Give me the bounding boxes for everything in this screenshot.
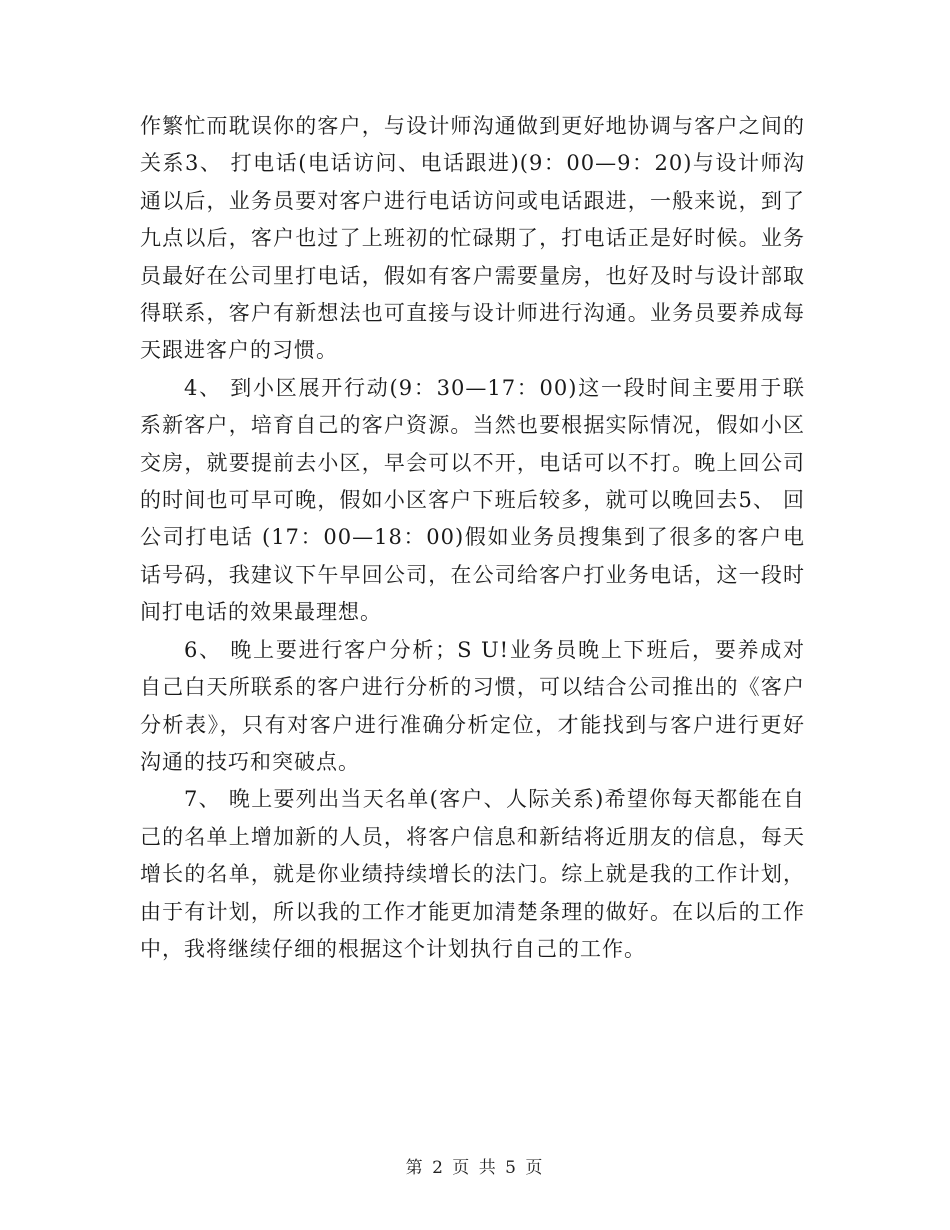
page-number-footer: 第 2 页 共 5 页 [405, 1158, 545, 1178]
paragraph-4: 7、 晚上要列出当天名单(客户、人际关系)希望你每天都能在自己的名单上增加新的人员，将客户信息和新结将近朋友的信息，每天增长的名单，就是你业绩持续增长的法门。综上就是我的工作计划，由于有计划，所以我的工作才能更加清楚条理的做好。在以后的工作中，我将继续仔细的根据这个计划执行自己的工作。 [140, 787, 805, 961]
paragraph-1: 作繁忙而耽误你的客户，与设计师沟通做到更好地协调与客户之间的关系3、 打电话(电话访问、电话跟进)(9：00—9：20)与设计师沟通以后，业务员要对客户进行电话访问或电话跟进，一般来说，到了九点以后，客户也过了上班初的忙碌期了，打电话正是好时候。业务员最好在公司里打电话，假如有客户需要量房，也好及时与设计部取得联系，客户有新想法也可直接与设计师进行沟通。业务员要养成每天跟进客户的习惯。 [140, 114, 805, 363]
body-text [140, 108, 805, 968]
paragraph-2: 4、 到小区展开行动(9：30—17：00)这一段时间主要用于联系新客户，培育自己的客户资源。当然也要根据实际情况，假如小区交房，就要提前去小区，早会可以不开，电话可以不打。晚上回公司的时间也可早可晚，假如小区客户下班后较多，就可以晚回去5、 回公司打电话 (17：00—18：00)假如业务员搜集到了很多的客户电话号码，我建议下午早回公司，在公司给客户打业务电话，这一段时间打电话的效果最理想。 [140, 375, 805, 625]
paragraph-3: 6、 晚上要进行客户分析；S U!业务员晚上下班后，要养成对自己白天所联系的客户进行分析的习惯，可以结合公司推出的《客户分析表》，只有对客户进行准确分析定位，才能找到与客户进行更好沟通的技巧和突破点。 [140, 637, 805, 774]
